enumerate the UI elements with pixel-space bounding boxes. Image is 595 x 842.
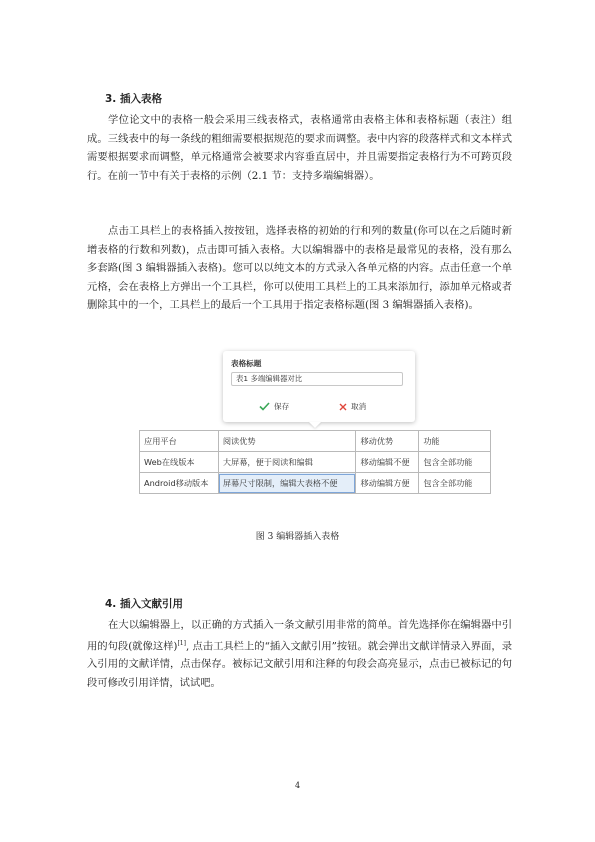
- table-cell[interactable]: 移动编辑不便: [356, 452, 419, 473]
- section-3-heading: 3. 插入表格: [105, 93, 162, 105]
- table-header-cell[interactable]: 阅读优势: [218, 431, 356, 452]
- selected-table-cell[interactable]: 屏幕尺寸限制，编辑大表格不便: [218, 473, 356, 494]
- comparison-table: [139, 430, 491, 494]
- table-header-cell[interactable]: 功能: [419, 431, 491, 452]
- table-caption-input[interactable]: 表1 多端编辑器对比: [231, 372, 403, 386]
- table-cell[interactable]: 大屏幕，便于阅读和编辑: [218, 452, 356, 473]
- table-header-row: [140, 431, 491, 452]
- table-row: [140, 452, 491, 473]
- section-3-paragraph-2: 点击工具栏上的表格插入按按钮，选择表格的初始的行和列的数量(你可以在之后随时新增表格的行数和列数)，点击即可插入表格。大以编辑器中的表格是最常见的表格，没有那么多套路(图 3 编辑器插入表格)。您可以以纯文本的方式录入各单元格的内容。点击任意一个单元格，会在表格上方弹出一个工具栏，你可以使用工具栏上的工具来添加行，添加单元格或者删除其中的一个，工具栏上的最后一个工具用于指定表格标题(图 3 编辑器插入表格)。: [87, 225, 512, 311]
- checkmark-icon: [259, 402, 270, 411]
- cancel-button[interactable]: [339, 401, 366, 412]
- table-header-cell[interactable]: 移动优势: [356, 431, 419, 452]
- cancel-label: 取消: [351, 402, 367, 411]
- figure-caption: 图 3 编辑器插入表格: [255, 532, 340, 542]
- table-caption-popup: [223, 351, 415, 422]
- section-4-text-2: , 点击工具栏上的“插入文献引用”按钮。就会弹出文献详情录入界面，录入引用的文献详情，点击保存。被标记文献引用和注释的句段会高亮显示，点击已被标记的句段可修改引用详情，试试吧。: [87, 639, 512, 689]
- section-4-paragraph: [87, 616, 512, 692]
- editor-table-figure: [139, 343, 491, 493]
- page-number: 4: [294, 781, 301, 790]
- table-cell[interactable]: 移动编辑方便: [356, 473, 419, 494]
- table-cell[interactable]: 包含全部功能: [419, 452, 491, 473]
- table-row: [140, 473, 491, 494]
- save-label: 保存: [274, 402, 290, 411]
- table-cell[interactable]: 包含全部功能: [419, 473, 491, 494]
- section-3-paragraph-1: 学位论文中的表格一般会采用三线表格式，表格通常由表格主体和表格标题（表注）组成。三线表中的每一条线的粗细需要根据规范的要求而调整。表中内容的段落样式和文本样式需要根据要求而调整，单元格通常会被要求内容垂直居中，并且需要指定表格行为不可跨页段行。在前一节中有关于表格的示例（2.1 节：支持多端编辑器）。: [87, 114, 512, 182]
- save-button[interactable]: [259, 401, 289, 412]
- section-4-text-1: 在大以编辑器上，以正确的方式插入一条文献引用非常的简单。首先选择你在编辑器中引用的句段(就像这样): [87, 619, 512, 652]
- table-cell[interactable]: Web在线版本: [140, 452, 219, 473]
- table-cell[interactable]: Android移动版本: [140, 473, 219, 494]
- popup-pointer: [309, 422, 321, 428]
- table-caption-label: 表格标题: [231, 359, 262, 368]
- table-header-cell[interactable]: 应用平台: [140, 431, 219, 452]
- section-4-heading: 4. 插入文献引用: [105, 598, 183, 610]
- citation-marker[interactable]: [1]: [177, 639, 186, 647]
- close-icon: [339, 403, 347, 411]
